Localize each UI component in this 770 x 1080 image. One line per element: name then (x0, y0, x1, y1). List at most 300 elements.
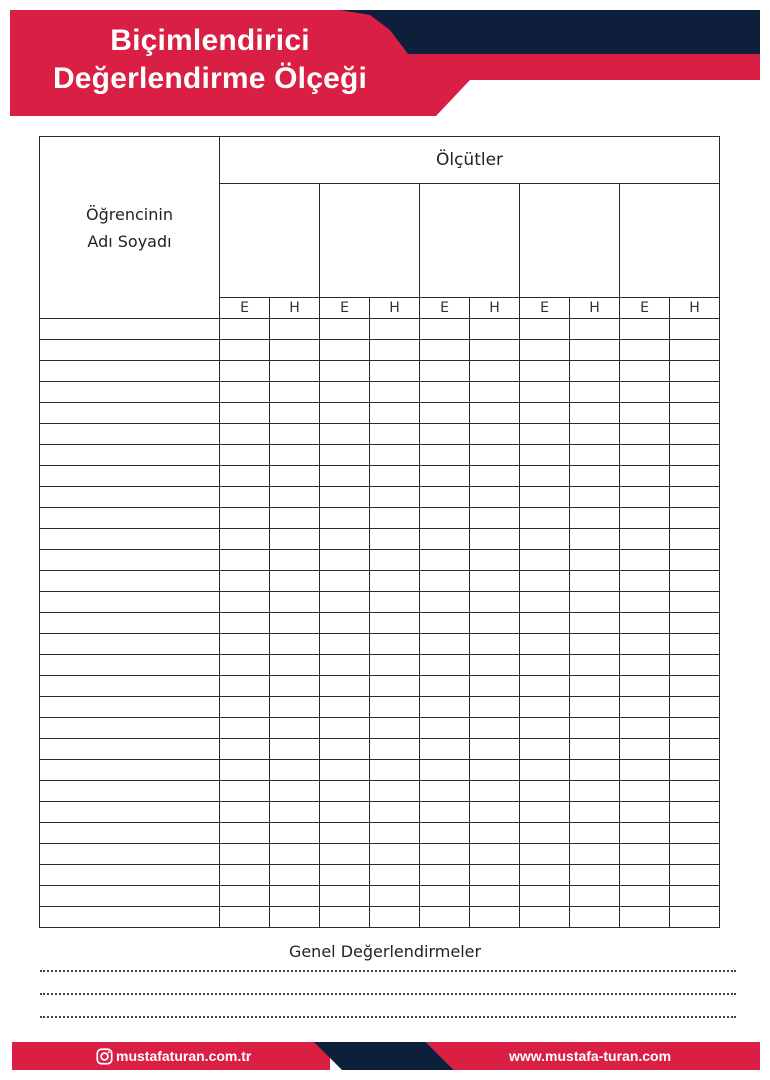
score-cell[interactable] (620, 382, 670, 403)
score-cell[interactable] (220, 403, 270, 424)
score-cell[interactable] (520, 676, 570, 697)
student-name-cell[interactable] (40, 445, 220, 466)
score-cell[interactable] (520, 613, 570, 634)
score-cell[interactable] (370, 802, 420, 823)
score-cell[interactable] (570, 907, 620, 928)
score-cell[interactable] (670, 445, 720, 466)
score-cell[interactable] (320, 823, 370, 844)
score-cell[interactable] (270, 781, 320, 802)
score-cell[interactable] (220, 781, 270, 802)
score-cell[interactable] (470, 592, 520, 613)
score-cell[interactable] (320, 739, 370, 760)
dotted-writing-line[interactable] (40, 993, 736, 995)
score-cell[interactable] (470, 865, 520, 886)
score-cell[interactable] (420, 781, 470, 802)
score-cell[interactable] (220, 571, 270, 592)
score-cell[interactable] (220, 445, 270, 466)
score-cell[interactable] (520, 466, 570, 487)
score-cell[interactable] (320, 340, 370, 361)
score-cell[interactable] (370, 340, 420, 361)
score-cell[interactable] (670, 655, 720, 676)
score-cell[interactable] (670, 319, 720, 340)
score-cell[interactable] (470, 760, 520, 781)
score-cell[interactable] (520, 739, 570, 760)
score-cell[interactable] (670, 529, 720, 550)
score-cell[interactable] (520, 886, 570, 907)
student-name-cell[interactable] (40, 550, 220, 571)
score-cell[interactable] (670, 613, 720, 634)
score-cell[interactable] (620, 340, 670, 361)
score-cell[interactable] (470, 907, 520, 928)
score-cell[interactable] (670, 760, 720, 781)
score-cell[interactable] (270, 613, 320, 634)
score-cell[interactable] (520, 802, 570, 823)
score-cell[interactable] (620, 445, 670, 466)
score-cell[interactable] (570, 655, 620, 676)
score-cell[interactable] (370, 592, 420, 613)
score-cell[interactable] (570, 865, 620, 886)
score-cell[interactable] (420, 487, 470, 508)
score-cell[interactable] (320, 697, 370, 718)
score-cell[interactable] (670, 550, 720, 571)
score-cell[interactable] (270, 445, 320, 466)
score-cell[interactable] (220, 487, 270, 508)
score-cell[interactable] (370, 466, 420, 487)
score-cell[interactable] (520, 844, 570, 865)
score-cell[interactable] (520, 550, 570, 571)
score-cell[interactable] (420, 529, 470, 550)
score-cell[interactable] (620, 508, 670, 529)
score-cell[interactable] (670, 907, 720, 928)
score-cell[interactable] (670, 592, 720, 613)
score-cell[interactable] (420, 676, 470, 697)
score-cell[interactable] (570, 697, 620, 718)
score-cell[interactable] (670, 571, 720, 592)
score-cell[interactable] (420, 592, 470, 613)
score-cell[interactable] (520, 823, 570, 844)
score-cell[interactable] (620, 487, 670, 508)
score-cell[interactable] (220, 844, 270, 865)
student-name-cell[interactable] (40, 361, 220, 382)
student-name-cell[interactable] (40, 508, 220, 529)
student-name-cell[interactable] (40, 340, 220, 361)
score-cell[interactable] (470, 319, 520, 340)
score-cell[interactable] (370, 571, 420, 592)
score-cell[interactable] (670, 382, 720, 403)
student-name-cell[interactable] (40, 760, 220, 781)
score-cell[interactable] (370, 613, 420, 634)
score-cell[interactable] (270, 487, 320, 508)
score-cell[interactable] (420, 865, 470, 886)
student-name-cell[interactable] (40, 382, 220, 403)
score-cell[interactable] (620, 466, 670, 487)
score-cell[interactable] (620, 655, 670, 676)
score-cell[interactable] (420, 424, 470, 445)
score-cell[interactable] (520, 340, 570, 361)
score-cell[interactable] (470, 634, 520, 655)
score-cell[interactable] (320, 403, 370, 424)
score-cell[interactable] (570, 382, 620, 403)
score-cell[interactable] (370, 760, 420, 781)
student-name-cell[interactable] (40, 634, 220, 655)
score-cell[interactable] (270, 802, 320, 823)
score-cell[interactable] (570, 760, 620, 781)
score-cell[interactable] (570, 508, 620, 529)
score-cell[interactable] (570, 403, 620, 424)
score-cell[interactable] (470, 508, 520, 529)
score-cell[interactable] (620, 781, 670, 802)
score-cell[interactable] (620, 823, 670, 844)
score-cell[interactable] (220, 592, 270, 613)
student-name-cell[interactable] (40, 487, 220, 508)
score-cell[interactable] (620, 361, 670, 382)
score-cell[interactable] (620, 907, 670, 928)
score-cell[interactable] (670, 508, 720, 529)
score-cell[interactable] (520, 592, 570, 613)
score-cell[interactable] (620, 613, 670, 634)
score-cell[interactable] (470, 340, 520, 361)
score-cell[interactable] (370, 424, 420, 445)
score-cell[interactable] (570, 844, 620, 865)
score-cell[interactable] (420, 886, 470, 907)
score-cell[interactable] (370, 655, 420, 676)
score-cell[interactable] (520, 487, 570, 508)
score-cell[interactable] (620, 571, 670, 592)
score-cell[interactable] (520, 865, 570, 886)
score-cell[interactable] (270, 718, 320, 739)
score-cell[interactable] (270, 592, 320, 613)
score-cell[interactable] (470, 424, 520, 445)
student-name-cell[interactable] (40, 823, 220, 844)
score-cell[interactable] (220, 550, 270, 571)
score-cell[interactable] (370, 445, 420, 466)
score-cell[interactable] (270, 466, 320, 487)
score-cell[interactable] (670, 697, 720, 718)
score-cell[interactable] (570, 319, 620, 340)
score-cell[interactable] (470, 613, 520, 634)
score-cell[interactable] (370, 739, 420, 760)
score-cell[interactable] (570, 340, 620, 361)
student-name-cell[interactable] (40, 697, 220, 718)
score-cell[interactable] (320, 487, 370, 508)
score-cell[interactable] (420, 802, 470, 823)
score-cell[interactable] (470, 571, 520, 592)
score-cell[interactable] (520, 907, 570, 928)
score-cell[interactable] (520, 634, 570, 655)
score-cell[interactable] (220, 382, 270, 403)
criteria-cell[interactable] (520, 184, 620, 298)
score-cell[interactable] (470, 466, 520, 487)
score-cell[interactable] (320, 676, 370, 697)
score-cell[interactable] (670, 424, 720, 445)
score-cell[interactable] (570, 634, 620, 655)
score-cell[interactable] (220, 319, 270, 340)
score-cell[interactable] (470, 781, 520, 802)
score-cell[interactable] (570, 529, 620, 550)
score-cell[interactable] (370, 382, 420, 403)
footer-instagram[interactable] (96, 1042, 251, 1070)
score-cell[interactable] (220, 613, 270, 634)
score-cell[interactable] (520, 319, 570, 340)
score-cell[interactable] (520, 571, 570, 592)
score-cell[interactable] (270, 865, 320, 886)
student-name-cell[interactable] (40, 844, 220, 865)
score-cell[interactable] (670, 865, 720, 886)
dotted-writing-line[interactable] (40, 1016, 736, 1018)
score-cell[interactable] (220, 340, 270, 361)
score-cell[interactable] (570, 739, 620, 760)
score-cell[interactable] (470, 487, 520, 508)
score-cell[interactable] (220, 760, 270, 781)
score-cell[interactable] (320, 613, 370, 634)
student-name-cell[interactable] (40, 718, 220, 739)
score-cell[interactable] (420, 697, 470, 718)
score-cell[interactable] (470, 382, 520, 403)
score-cell[interactable] (270, 739, 320, 760)
score-cell[interactable] (670, 823, 720, 844)
student-name-cell[interactable] (40, 739, 220, 760)
score-cell[interactable] (420, 466, 470, 487)
score-cell[interactable] (470, 550, 520, 571)
instagram-handle[interactable]: mustafaturan.com.tr (116, 1048, 252, 1064)
student-name-cell[interactable] (40, 781, 220, 802)
score-cell[interactable] (570, 445, 620, 466)
score-cell[interactable] (220, 739, 270, 760)
score-cell[interactable] (570, 487, 620, 508)
score-cell[interactable] (620, 802, 670, 823)
score-cell[interactable] (420, 760, 470, 781)
score-cell[interactable] (370, 508, 420, 529)
score-cell[interactable] (220, 655, 270, 676)
criteria-cell[interactable] (320, 184, 420, 298)
score-cell[interactable] (270, 529, 320, 550)
student-name-cell[interactable] (40, 319, 220, 340)
score-cell[interactable] (320, 529, 370, 550)
score-cell[interactable] (520, 361, 570, 382)
score-cell[interactable] (270, 676, 320, 697)
score-cell[interactable] (520, 529, 570, 550)
score-cell[interactable] (220, 529, 270, 550)
score-cell[interactable] (620, 844, 670, 865)
score-cell[interactable] (420, 382, 470, 403)
score-cell[interactable] (220, 424, 270, 445)
score-cell[interactable] (570, 571, 620, 592)
score-cell[interactable] (620, 886, 670, 907)
score-cell[interactable] (670, 361, 720, 382)
score-cell[interactable] (670, 676, 720, 697)
score-cell[interactable] (670, 739, 720, 760)
score-cell[interactable] (620, 424, 670, 445)
score-cell[interactable] (370, 529, 420, 550)
score-cell[interactable] (220, 823, 270, 844)
score-cell[interactable] (220, 802, 270, 823)
score-cell[interactable] (670, 886, 720, 907)
website-link[interactable]: www.mustafa-turan.com (509, 1048, 672, 1064)
score-cell[interactable] (420, 739, 470, 760)
score-cell[interactable] (320, 592, 370, 613)
score-cell[interactable] (570, 823, 620, 844)
score-cell[interactable] (520, 445, 570, 466)
score-cell[interactable] (370, 844, 420, 865)
score-cell[interactable] (620, 718, 670, 739)
score-cell[interactable] (220, 634, 270, 655)
student-name-cell[interactable] (40, 865, 220, 886)
score-cell[interactable] (270, 340, 320, 361)
score-cell[interactable] (470, 718, 520, 739)
student-name-cell[interactable] (40, 613, 220, 634)
score-cell[interactable] (320, 634, 370, 655)
score-cell[interactable] (520, 424, 570, 445)
score-cell[interactable] (320, 319, 370, 340)
score-cell[interactable] (320, 907, 370, 928)
score-cell[interactable] (620, 634, 670, 655)
score-cell[interactable] (420, 340, 470, 361)
score-cell[interactable] (570, 781, 620, 802)
score-cell[interactable] (270, 550, 320, 571)
score-cell[interactable] (420, 718, 470, 739)
score-cell[interactable] (370, 697, 420, 718)
score-cell[interactable] (620, 865, 670, 886)
score-cell[interactable] (220, 508, 270, 529)
score-cell[interactable] (270, 907, 320, 928)
score-cell[interactable] (320, 886, 370, 907)
score-cell[interactable] (470, 445, 520, 466)
score-cell[interactable] (520, 697, 570, 718)
score-cell[interactable] (320, 844, 370, 865)
score-cell[interactable] (320, 508, 370, 529)
score-cell[interactable] (270, 508, 320, 529)
student-name-cell[interactable] (40, 592, 220, 613)
student-name-cell[interactable] (40, 886, 220, 907)
score-cell[interactable] (670, 634, 720, 655)
score-cell[interactable] (270, 697, 320, 718)
score-cell[interactable] (370, 361, 420, 382)
score-cell[interactable] (420, 571, 470, 592)
score-cell[interactable] (470, 676, 520, 697)
score-cell[interactable] (320, 718, 370, 739)
score-cell[interactable] (420, 550, 470, 571)
score-cell[interactable] (520, 760, 570, 781)
score-cell[interactable] (420, 445, 470, 466)
score-cell[interactable] (470, 655, 520, 676)
score-cell[interactable] (270, 361, 320, 382)
score-cell[interactable] (370, 676, 420, 697)
score-cell[interactable] (320, 361, 370, 382)
score-cell[interactable] (270, 760, 320, 781)
score-cell[interactable] (620, 592, 670, 613)
score-cell[interactable] (670, 718, 720, 739)
score-cell[interactable] (420, 319, 470, 340)
score-cell[interactable] (320, 802, 370, 823)
score-cell[interactable] (270, 571, 320, 592)
score-cell[interactable] (320, 445, 370, 466)
score-cell[interactable] (520, 781, 570, 802)
score-cell[interactable] (370, 781, 420, 802)
dotted-writing-line[interactable] (40, 970, 736, 972)
score-cell[interactable] (670, 802, 720, 823)
score-cell[interactable] (370, 403, 420, 424)
score-cell[interactable] (670, 466, 720, 487)
score-cell[interactable] (670, 844, 720, 865)
score-cell[interactable] (370, 634, 420, 655)
score-cell[interactable] (470, 361, 520, 382)
score-cell[interactable] (570, 802, 620, 823)
score-cell[interactable] (470, 844, 520, 865)
criteria-cell[interactable] (220, 184, 320, 298)
score-cell[interactable] (220, 697, 270, 718)
score-cell[interactable] (220, 361, 270, 382)
score-cell[interactable] (420, 613, 470, 634)
score-cell[interactable] (320, 760, 370, 781)
score-cell[interactable] (570, 886, 620, 907)
score-cell[interactable] (220, 718, 270, 739)
score-cell[interactable] (320, 424, 370, 445)
score-cell[interactable] (270, 634, 320, 655)
student-name-cell[interactable] (40, 529, 220, 550)
score-cell[interactable] (670, 340, 720, 361)
score-cell[interactable] (320, 382, 370, 403)
score-cell[interactable] (570, 361, 620, 382)
score-cell[interactable] (220, 886, 270, 907)
score-cell[interactable] (470, 697, 520, 718)
score-cell[interactable] (520, 403, 570, 424)
score-cell[interactable] (270, 655, 320, 676)
score-cell[interactable] (470, 823, 520, 844)
score-cell[interactable] (620, 676, 670, 697)
score-cell[interactable] (270, 886, 320, 907)
score-cell[interactable] (470, 886, 520, 907)
score-cell[interactable] (320, 655, 370, 676)
student-name-cell[interactable] (40, 907, 220, 928)
student-name-cell[interactable] (40, 466, 220, 487)
score-cell[interactable] (370, 907, 420, 928)
score-cell[interactable] (470, 802, 520, 823)
score-cell[interactable] (270, 424, 320, 445)
student-name-cell[interactable] (40, 655, 220, 676)
score-cell[interactable] (620, 739, 670, 760)
score-cell[interactable] (220, 907, 270, 928)
student-name-cell[interactable] (40, 424, 220, 445)
score-cell[interactable] (620, 319, 670, 340)
score-cell[interactable] (570, 550, 620, 571)
score-cell[interactable] (420, 844, 470, 865)
score-cell[interactable] (670, 487, 720, 508)
score-cell[interactable] (370, 718, 420, 739)
score-cell[interactable] (370, 550, 420, 571)
score-cell[interactable] (570, 676, 620, 697)
score-cell[interactable] (470, 739, 520, 760)
score-cell[interactable] (220, 676, 270, 697)
score-cell[interactable] (670, 403, 720, 424)
score-cell[interactable] (270, 844, 320, 865)
score-cell[interactable] (520, 655, 570, 676)
score-cell[interactable] (520, 382, 570, 403)
score-cell[interactable] (320, 550, 370, 571)
score-cell[interactable] (420, 361, 470, 382)
score-cell[interactable] (620, 403, 670, 424)
score-cell[interactable] (420, 508, 470, 529)
score-cell[interactable] (220, 466, 270, 487)
score-cell[interactable] (370, 886, 420, 907)
score-cell[interactable] (370, 823, 420, 844)
score-cell[interactable] (570, 424, 620, 445)
score-cell[interactable] (570, 466, 620, 487)
student-name-cell[interactable] (40, 802, 220, 823)
score-cell[interactable] (270, 403, 320, 424)
score-cell[interactable] (520, 718, 570, 739)
score-cell[interactable] (320, 571, 370, 592)
score-cell[interactable] (420, 823, 470, 844)
